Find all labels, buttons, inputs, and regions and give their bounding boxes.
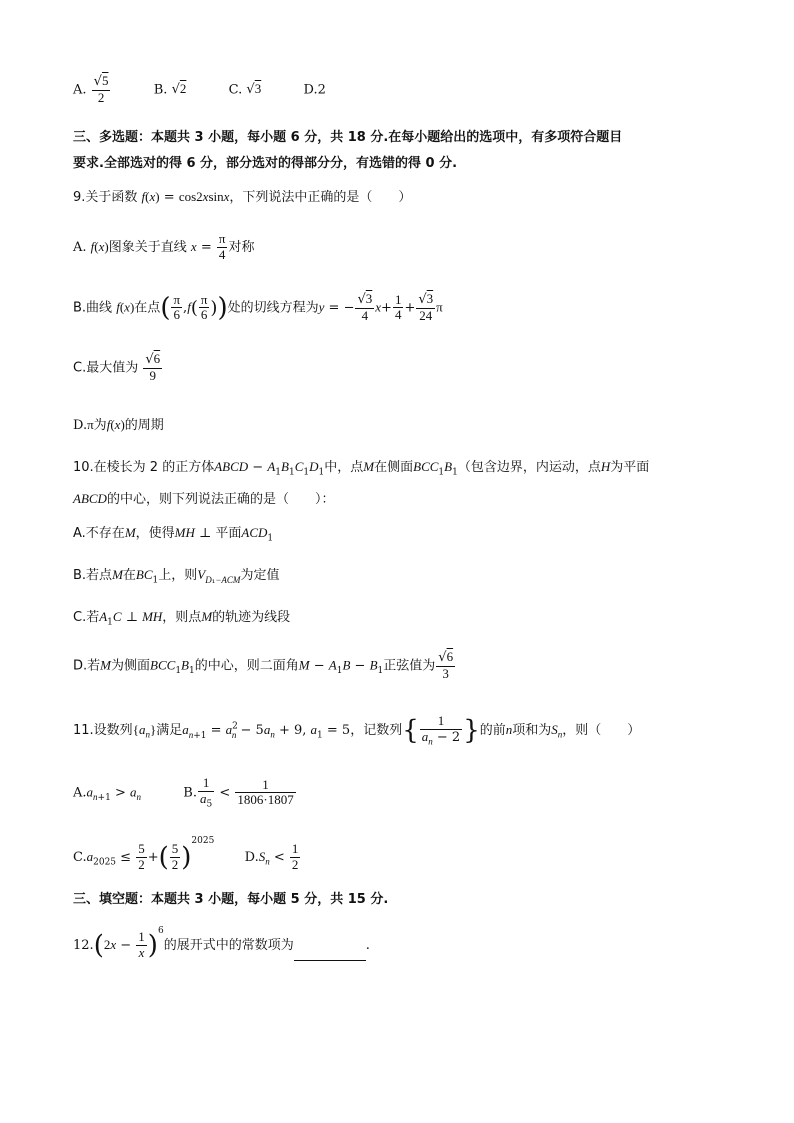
section3-header-line2: 要求.全部选对的得 6 分，部分选对的得部分分，有选错的得 0 分. <box>73 156 458 171</box>
q8-option-b-label: B. <box>153 82 168 98</box>
q10-stem-line1: 10.在棱长为 2 的正方体ABCD − $A_1B_1C_1D_1$中，点M在侧面$BCC_1B_1$（包含边界，内运动，点H为平面 <box>73 459 650 478</box>
q11-options-cd: $C.a_{2025}$ ≤ $\frac{5}{2}$ +( $\frac{5}{2}$ )$^{2025}$ $D.S_n$ < $\frac{1}{2}$ <box>73 836 299 873</box>
q8-option-a-frac: $\frac{√5}{2}$ <box>93 73 109 105</box>
q11-stem: 11.设数列$\{a_n\}$满足$a_{n+1} = a^2_n - 5a_n + 9$, $a_1 = 5$，记数列{ $\frac{1}{a_n - 2}$ }的前n项和为$S_n$，则（ ） <box>73 713 641 747</box>
section4-header: 三、填空题：本题共 3 小题，每小题 5 分，共 15 分. <box>73 892 389 907</box>
q8-option-c-label: C. <box>228 82 243 98</box>
q9-option-c: C.最大值为 $\frac{√6}{9}$ <box>73 351 161 383</box>
q10-option-b: B.若点M在$BC_1$上，则$V_{D_1-ACM}$为定值 <box>73 567 280 586</box>
q10-option-a: A.不存在M，使得MH ⊥ 平面$ACD_1$ <box>73 525 274 544</box>
q12: 12.(2x − $\frac{1}{x}$ )$^6$的展开式中的常数项为 . <box>73 926 370 961</box>
q9-option-b: B.曲线 f(x)在点( $\frac{\pi}{6}$ ,f( $\frac{\pi}{6}$ ))处的切线方程为y = − $\frac{√3}{4}$ x+ $\frac{1}{4}$ + $\frac{√3}{24}$ π <box>73 291 443 323</box>
q11-options-ab: $A.a_{n+1} > a_n$ B. $\frac{1}{a_5}$ < $\frac{1}{1806\cdot 1807}$ <box>73 775 294 810</box>
section3-header-line1: 三、多选题：本题共 3 小题，每小题 6 分，共 18 分.在每小题给出的选项中，有多项符合题目 <box>73 130 623 145</box>
q9-option-a: A. f(x)图象关于直线 x = $\frac{\pi}{4}$ 对称 <box>73 231 255 262</box>
q8-option-a-label: A. <box>73 82 87 98</box>
q10-stem-line2: ABCD的中心，则下列说法正确的是（ ）： <box>73 491 335 507</box>
q8-options: A. $\frac{√5}{2}$ B. √2 C. √3 D.2 <box>73 73 326 105</box>
q9-option-d: D.π为f(x)的周期 <box>73 417 164 433</box>
q8-option-d: D.2 <box>303 82 326 98</box>
q10-option-d: D.若M为侧面$BCC_1B_1$的中心，则二面角$M - A_1B - B_1$正弦值为 $\frac{√6}{3}$ <box>73 649 454 681</box>
q10-option-c: C.若$A_1C$ ⊥ MH，则点M的轨迹为线段 <box>73 609 291 628</box>
q12-answer-blank[interactable] <box>294 960 366 961</box>
q9-stem: 9.关于函数 f(x) = cos2xsinx，下列说法中正确的是（ ） <box>73 189 412 205</box>
